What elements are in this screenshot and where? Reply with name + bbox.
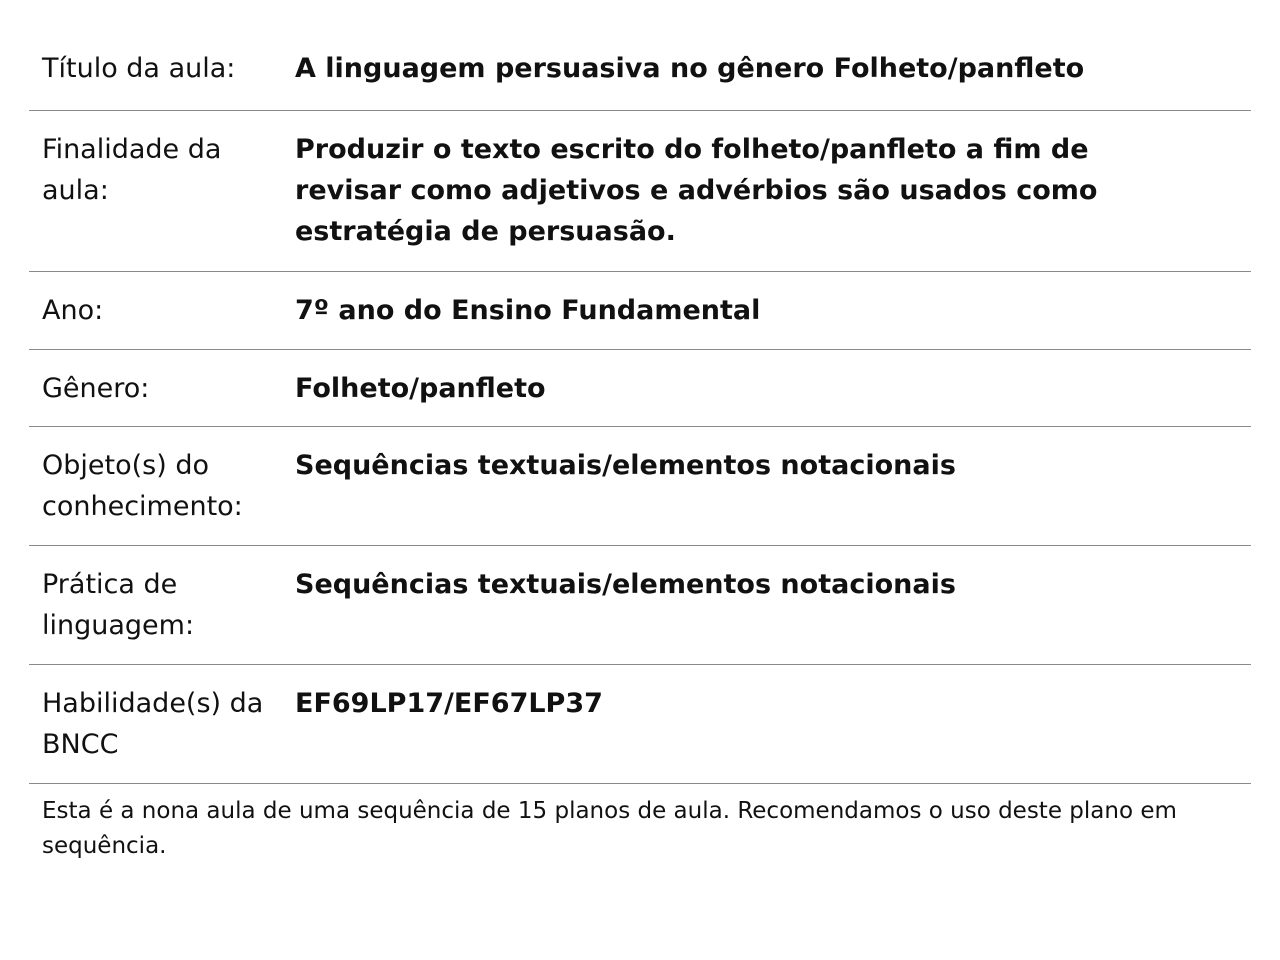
label-genero: Gênero:	[42, 373, 150, 404]
lesson-info-table	[29, 30, 1251, 864]
row-habilidades	[29, 665, 1251, 784]
row-ano	[29, 272, 1251, 350]
value-finalidade: Produzir o texto escrito do folheto/panfleto a fim de revisar como adjetivos e advérbios são usados como estratégia de persuasão.	[295, 134, 1098, 247]
value-ano: 7º ano do Ensino Fundamental	[295, 295, 761, 326]
row-genero	[29, 350, 1251, 427]
label-habilidades: Habilidade(s) da BNCC	[42, 688, 264, 760]
value-pratica: Sequências textuais/elementos notacionais	[295, 569, 956, 600]
row-pratica	[29, 546, 1251, 665]
label-titulo: Título da aula:	[42, 53, 236, 84]
value-habilidades: EF69LP17/EF67LP37	[295, 688, 603, 719]
label-ano: Ano:	[42, 295, 104, 326]
label-objeto: Objeto(s) do conhecimento:	[42, 450, 243, 522]
label-pratica: Prática de linguagem:	[42, 569, 195, 641]
sequence-note: Esta é a nona aula de uma sequência de 15 planos de aula. Recomendamos o uso deste plano em sequência.	[42, 798, 1177, 859]
label-finalidade: Finalidade da aula:	[42, 134, 222, 206]
value-objeto: Sequências textuais/elementos notacionais	[295, 450, 956, 481]
value-genero: Folheto/panfleto	[295, 373, 546, 404]
row-titulo	[29, 30, 1251, 111]
row-finalidade	[29, 111, 1251, 272]
row-objeto	[29, 427, 1251, 546]
value-titulo: A linguagem persuasiva no gênero Folheto/panfleto	[295, 53, 1085, 84]
